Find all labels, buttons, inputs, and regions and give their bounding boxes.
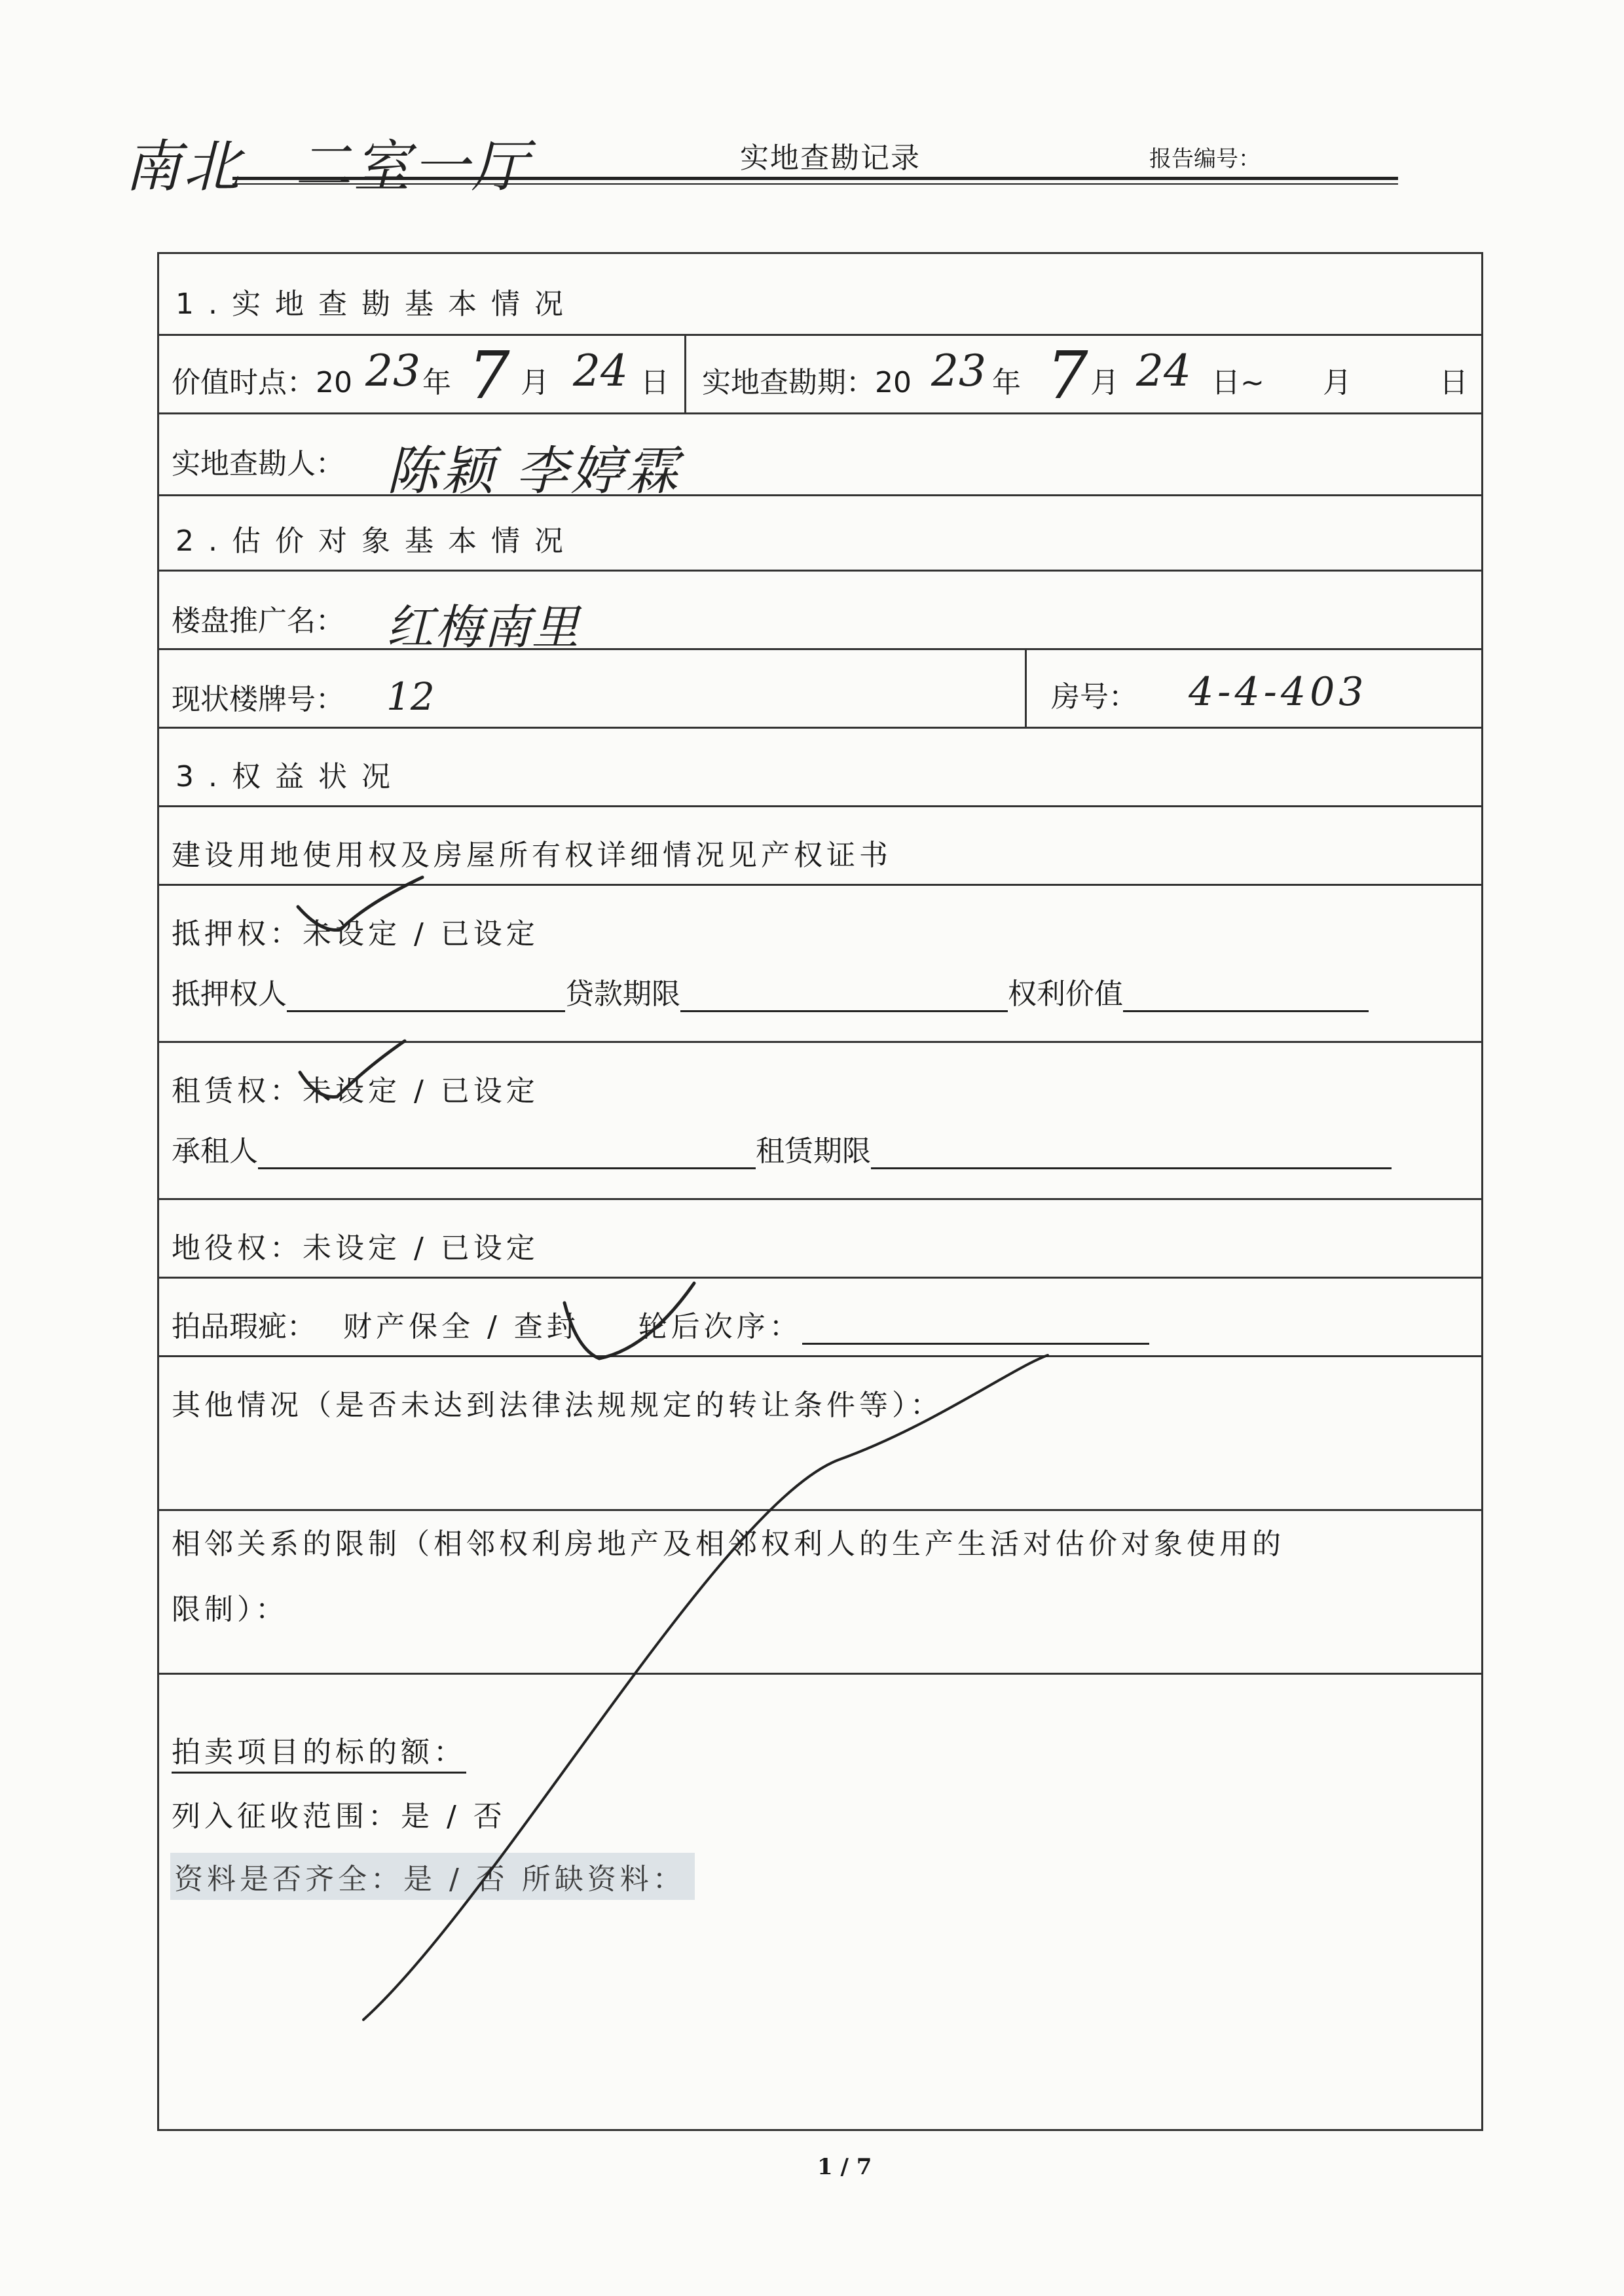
value-date-label: 价值时点：20 — [172, 366, 352, 399]
defect-label: 拍品瑕疵： — [172, 1310, 316, 1343]
section2-heading: 2.估价对象基本情况 — [175, 524, 578, 558]
auction-target-label: 拍卖项目的标的额： — [172, 1728, 466, 1774]
building-number: 12 — [386, 674, 435, 719]
page-number: 1 / 7 — [817, 2154, 872, 2180]
documents-complete-status: 资料是否齐全：是 / 否 所缺资料： — [170, 1853, 695, 1900]
defect-options: 财产保全 / 查封 — [343, 1310, 580, 1343]
survey-date-day-label: 日~ — [1211, 366, 1264, 399]
value-date-day: 24 — [573, 346, 628, 396]
handwritten-layout: 二室一厅 — [295, 134, 530, 200]
survey-end-month-label: 月 — [1323, 366, 1352, 399]
other-conditions-label: 其他情况（是否未达到法律法规规定的转让条件等）： — [172, 1389, 943, 1422]
lease-check-mark — [300, 1041, 405, 1097]
report-number-label: 报告编号： — [1149, 146, 1261, 172]
neighbor-restriction-label-line1: 相邻关系的限制（相邻权利房地产及相邻权利人的生产生活对估价对象使用的 — [172, 1527, 1285, 1561]
survey-date-month-label: 月 — [1090, 366, 1119, 399]
value-date-day-label: 日 — [640, 366, 669, 399]
loan-term-label: 贷款期限 — [565, 977, 680, 1011]
mortgage-status: 抵押权：未设定 / 已设定 — [172, 917, 539, 951]
survey-date-month: 7 — [1046, 337, 1088, 414]
surveyor-names: 陈颖 李婷霖 — [386, 441, 681, 501]
mortgagee-label: 抵押权人 — [172, 977, 287, 1011]
lessee-label: 承租人 — [172, 1135, 258, 1168]
not-applicable-strike-line — [363, 1355, 1048, 2020]
surveyor-label: 实地查勘人： — [172, 447, 344, 481]
survey-date-year: 23 — [931, 346, 986, 396]
value-date-year: 23 — [365, 346, 420, 396]
lease-term-label: 租赁期限 — [756, 1135, 871, 1168]
value-date-month-label: 月 — [521, 366, 549, 399]
value-date-year-suffix: 年 — [422, 366, 451, 399]
survey-end-day-label: 日 — [1439, 366, 1468, 399]
handwritten-orientation: 南北 — [124, 134, 242, 200]
project-name-label: 楼盘推广名： — [172, 604, 344, 638]
round-order-label: 轮后次序： — [638, 1310, 802, 1343]
project-name: 红梅南里 — [386, 600, 581, 655]
right-value-label: 权利价值 — [1008, 977, 1123, 1011]
value-date-month: 7 — [468, 337, 510, 414]
easement-status: 地役权：未设定 / 已设定 — [172, 1231, 539, 1265]
building-number-label: 现状楼牌号： — [172, 683, 344, 716]
seizure-check-mark — [564, 1283, 694, 1358]
mortgage-check-mark — [298, 877, 422, 930]
room-number: 4-4-403 — [1189, 669, 1368, 715]
section3-heading: 3.权益状况 — [175, 760, 405, 793]
survey-date-day: 24 — [1136, 346, 1191, 396]
section1-heading: 1.实地查勘基本情况 — [175, 287, 578, 321]
lease-status: 租赁权：未设定 / 已设定 — [172, 1074, 539, 1108]
expropriation-status: 列入征收范围：是 / 否 — [172, 1800, 506, 1833]
survey-date-year-suffix: 年 — [992, 366, 1021, 399]
room-number-label: 房号： — [1051, 680, 1137, 714]
certificate-note: 建设用地使用权及房屋所有权详细情况见产权证书 — [172, 839, 892, 872]
page-title: 实地查勘记录 — [740, 141, 921, 175]
survey-date-label: 实地查勘期：20 — [702, 366, 912, 399]
neighbor-restriction-label-line2: 限制）： — [172, 1593, 288, 1626]
